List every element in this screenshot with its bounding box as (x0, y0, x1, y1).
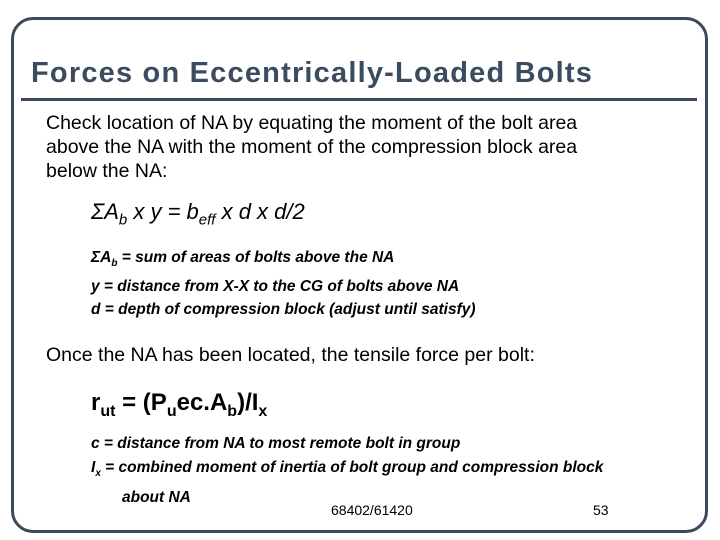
tensile-force-intro: Once the NA has been located, the tensile force per bolt: (46, 344, 535, 366)
eq-subscript: eff (198, 211, 216, 229)
definition-line: d = depth of compression block (adjust until satisfy) (91, 301, 476, 319)
tensile-definitions (91, 432, 603, 510)
eq-term: ec.A (176, 389, 228, 416)
def-text: = combined moment of inertia of bolt group and compression block (100, 459, 604, 476)
definition-line (91, 246, 476, 275)
eq-term: x d x d/2 (215, 199, 305, 224)
tensile-force-equation (91, 389, 267, 421)
eq-term: = (P (115, 389, 167, 416)
intro-line: Check location of NA by equating the moment of the bolt area (46, 112, 578, 134)
def-text: = sum of areas of bolts above the NA (117, 249, 395, 266)
eq-subscript: ut (100, 402, 116, 420)
eq-subscript: b (227, 402, 238, 420)
eq-subscript: x (258, 402, 268, 420)
definition-line: c = distance from NA to most remote bolt in group (91, 435, 461, 452)
eq-subscript: u (166, 402, 177, 420)
title-divider (21, 98, 697, 101)
course-code: 68402/61420 (331, 502, 413, 518)
def-subscript: b (111, 258, 118, 270)
na-definitions (91, 246, 476, 321)
sigma-symbol: Σ (91, 199, 105, 224)
intro-line: below the NA: (46, 160, 168, 182)
na-equation (91, 199, 305, 228)
eq-subscript: b (118, 211, 128, 229)
intro-paragraph (46, 111, 686, 183)
page-number: 53 (593, 502, 609, 518)
eq-term: )/I (237, 389, 259, 416)
eq-term: r (91, 389, 101, 416)
definition-line (91, 456, 603, 486)
def-term: A (100, 249, 112, 266)
def-term: I (91, 459, 96, 476)
eq-term: x y = b (127, 199, 199, 224)
slide-title: Forces on Eccentrically-Loaded Bolts (31, 57, 594, 89)
intro-line: above the NA with the moment of the compression block area (46, 136, 578, 158)
sigma-symbol: Σ (91, 249, 101, 266)
definition-line: about NA (122, 489, 191, 507)
def-subscript: x (95, 468, 101, 480)
definition-line: y = distance from X-X to the CG of bolts above NA (91, 278, 460, 296)
eq-term: A (104, 199, 119, 224)
